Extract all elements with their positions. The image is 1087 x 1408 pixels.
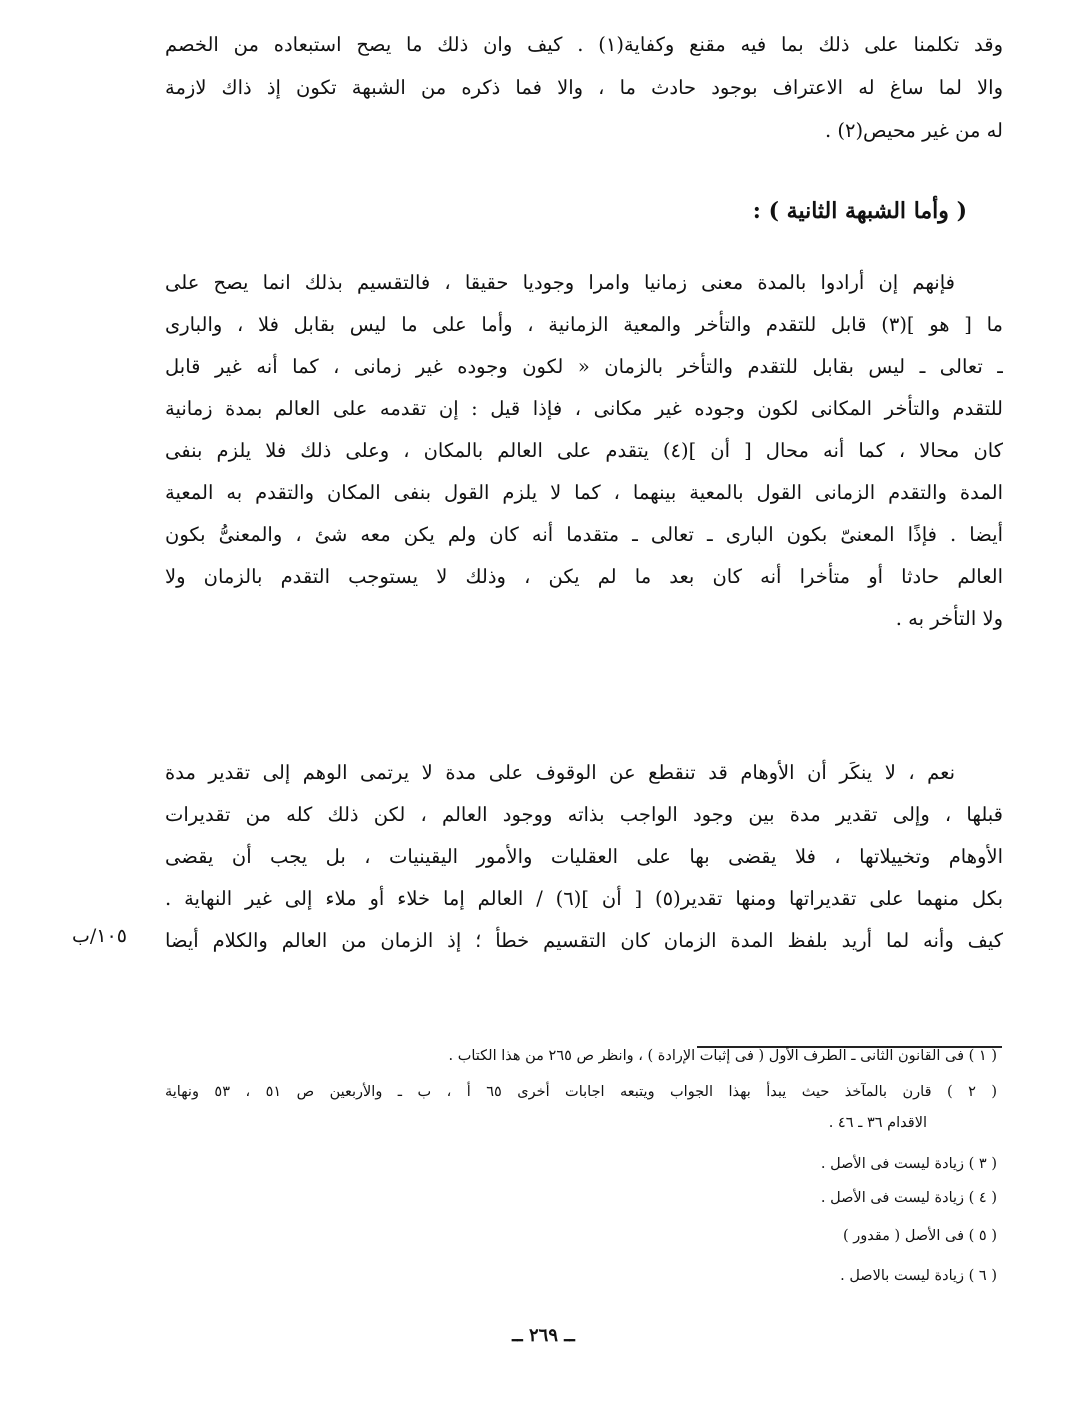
- text-line: كيف وأنه لما أريد بلفظ المدة الزمان كان التقسيم خطأ ؛ إذ الزمان من العالم والكلام أيضا: [165, 929, 1003, 952]
- footnote-2: ( ٢ ) قارن بالمآخذ حيث يبدأ بهذا الجواب ويتبعه اجابات أخرى ٦٥ أ ، ب ـ والأربعين ص ٥١ ، ٥٣ ونهاية: [165, 1084, 997, 1100]
- paragraph-3: [165, 758, 1003, 957]
- footnote-5: ( ٥ ) فى الأصل ( مقدور ): [842, 1228, 997, 1244]
- text-line: الأوهام وتخييلاتها ، فلا يقضى بها على العقليات والأمور اليقينيات ، بل يجب أن يقضى: [165, 845, 1003, 868]
- text-line: العالم حادثا أو متأخرا أنه كان بعد ما لم يكن ، وذلك لا يستوجب التقدم بالزمان ولا: [165, 565, 1003, 588]
- page-number: ــ ٢٦٩ ــ: [512, 1325, 575, 1346]
- text-line: ولا التأخر به .: [895, 607, 1003, 630]
- footnote-1: ( ١ ) فى القانون الثانى ـ الطرف الأول ( فى إثبات الإرادة ) ، وانظر ص ٢٦٥ من هذا الكتاب .: [448, 1048, 997, 1064]
- text-line: للتقدم والتأخر المكانى لكون وجوده غير مكانى ، فإذا قيل : إن تقدمه على العالم بمدة زمانية: [165, 397, 1003, 420]
- paragraph-2: [165, 268, 1003, 635]
- footnote-6: ( ٦ ) زيادة ليست بالاصل .: [840, 1268, 997, 1284]
- text-line: المدة والتقدم الزمانى القول بالمعية بينهما ، كما لا يلزم القول بنفى المكان والتقدم به المعية: [165, 481, 1003, 504]
- footnote-3: ( ٣ ) زيادة ليست فى الأصل .: [820, 1156, 997, 1172]
- marginal-folio-note: ١٠٥/ب: [72, 925, 127, 947]
- section-heading: ( وأما الشبهة الثانية ) :: [752, 198, 967, 224]
- text-line: له من غير محيص(٢) .: [824, 119, 1003, 142]
- text-line: وقد تكلمنا على ذلك بما فيه مقنع وكفاية(١) . كيف وان ذلك ما يصح استبعاده من الخصم: [165, 33, 1003, 56]
- footnote-2-continuation: الاقدام ٣٦ ـ ٤٦ .: [828, 1115, 927, 1131]
- text-line: ـ تعالى ـ ليس بقابل للتقدم والتأخر بالزمان « لكون وجوده غير زمانى ، كما أنه غير قابل: [165, 355, 1003, 378]
- text-line: بكل منهما على تقديراتها ومنها تقدير(٥) [ أن ](٦) / العالم إما خلاء أو ملاء إلى غير النهاية .: [165, 887, 1003, 910]
- text-line: والا لما ساغ له الاعتراف بوجود حادث ما ، والا فما ذكره من الشبهة تكون إذ ذاك لازمة: [165, 76, 1003, 99]
- text-line: فإنهم إن أرادوا بالمدة معنى زمانيا وامرا وجوديا حقيقا ، فالتقسيم بذلك انما يصح على: [165, 271, 955, 294]
- text-line: أيضا . فإذًا المعنىّ بكون البارى ـ تعالى ـ متقدما أنه كان ولم يكن معه شئ ، والمعنىُّ بكون: [165, 523, 1003, 546]
- text-line: قبلها ، وإلى تقدير مدة بين وجود الواجب بذاته ووجود العالم ، لكن ذلك كله من تقديرات: [165, 803, 1003, 826]
- footnote-4: ( ٤ ) زيادة ليست فى الأصل .: [820, 1190, 997, 1206]
- text-line: نعم ، لا ينكَر أن الأوهام قد تنقطع عن الوقوف على مدة لا يرتمى الوهم إلى تقدير مدة: [165, 761, 955, 784]
- text-line: ما [ هو ](٣) قابل للتقدم والتأخر والمعية الزمانية ، وأما على ما ليس بقابل فلا ، والبارى: [165, 313, 1003, 336]
- paragraph-1: [165, 30, 1003, 147]
- text-line: كان محالا ، كما أنه محال [ أن ](٤) يتقدم على العالم بالمكان ، وعلى ذلك فلا يلزم بنفى: [165, 439, 1003, 462]
